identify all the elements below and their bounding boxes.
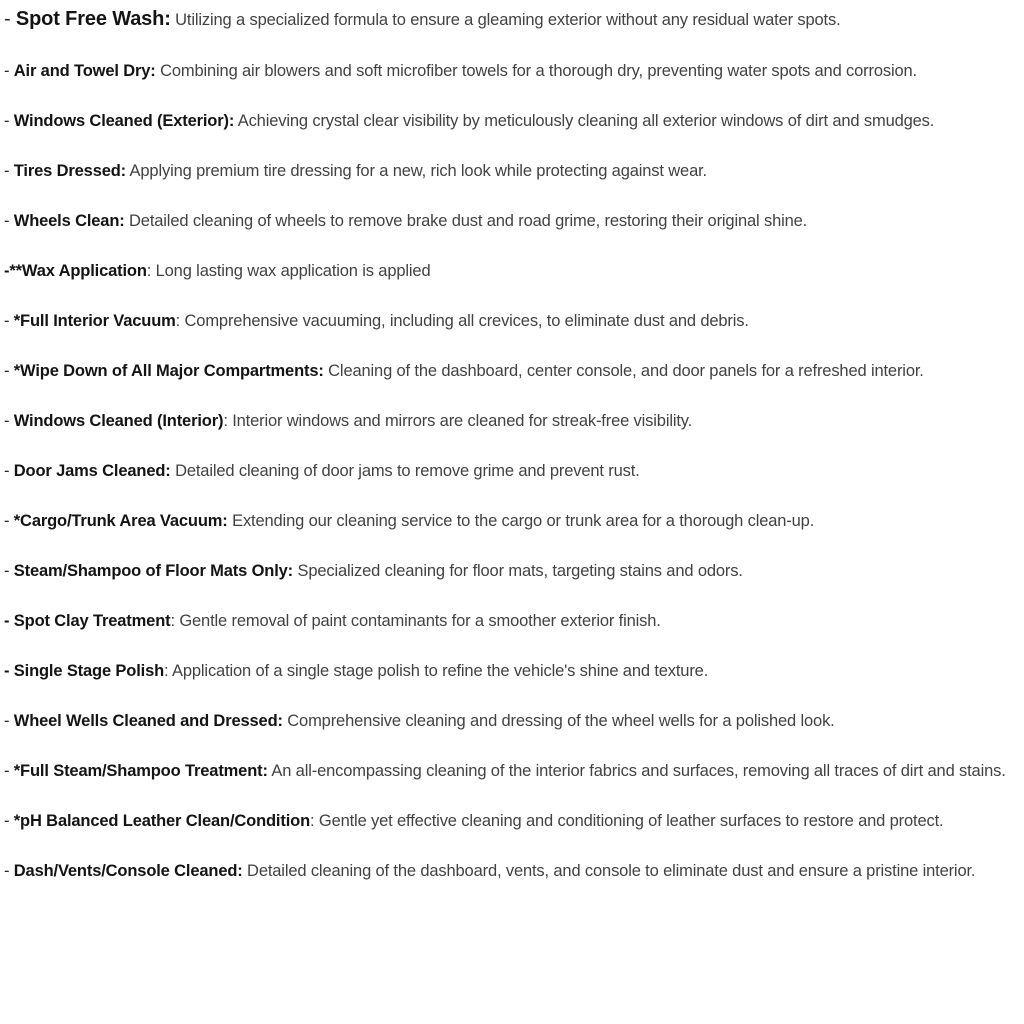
service-description: Achieving crystal clear visibility by meticulously cleaning all exterior windows of dirt and smudges. [234, 112, 935, 130]
dash-prefix: - [4, 162, 14, 180]
dash-prefix: - [4, 62, 14, 80]
dash-prefix: - [4, 462, 14, 480]
dash-prefix: - [4, 8, 16, 30]
service-label: -**Wax Application [4, 262, 147, 280]
service-description: Detailed cleaning of wheels to remove brake dust and road grime, restoring their original shine. [124, 212, 808, 230]
service-description: Applying premium tire dressing for a new, rich look while protecting against wear. [126, 162, 707, 180]
service-item [4, 660, 1018, 682]
service-item [4, 560, 1018, 582]
service-label: Spot Free Wash: [15, 8, 171, 30]
service-item [4, 210, 1018, 232]
dash-prefix: - [4, 762, 14, 780]
dash-prefix: - [4, 812, 14, 830]
service-label: Wheels Clean: [13, 212, 125, 230]
service-label: Windows Cleaned (Exterior): [13, 112, 235, 130]
dash-prefix: - [4, 112, 14, 130]
service-item [4, 810, 1018, 832]
service-label: Dash/Vents/Console Cleaned: [13, 862, 243, 880]
service-item [4, 260, 1018, 282]
service-label: *Full Steam/Shampoo Treatment: [13, 762, 268, 780]
dash-prefix: - [4, 862, 14, 880]
service-description: : Gentle removal of paint contaminants for a smoother exterior finish. [170, 612, 661, 630]
service-description: : Application of a single stage polish to refine the vehicle's shine and texture. [164, 662, 709, 680]
service-description: Detailed cleaning of the dashboard, vents, and console to eliminate dust and ensure a pristine interior. [242, 862, 976, 880]
dash-prefix: - [4, 212, 14, 230]
service-item [4, 310, 1018, 332]
dash-prefix: - [4, 362, 14, 380]
service-item [4, 460, 1018, 482]
service-label: Wheel Wells Cleaned and Dressed: [13, 712, 283, 730]
service-item [4, 110, 1018, 132]
service-label: - Single Stage Polish [4, 662, 165, 680]
service-description: An all-encompassing cleaning of the interior fabrics and surfaces, removing all traces of dirt and stains. [267, 762, 1006, 780]
service-label: Steam/Shampoo of Floor Mats Only: [13, 562, 294, 580]
service-item [4, 760, 1018, 782]
dash-prefix: - [4, 312, 14, 330]
service-label: *Full Interior Vacuum [13, 312, 176, 330]
service-item [4, 7, 1018, 32]
service-item [4, 410, 1018, 432]
service-label: Door Jams Cleaned: [13, 462, 171, 480]
service-description: : Long lasting wax application is applied [146, 262, 431, 280]
dash-prefix: - [4, 562, 14, 580]
service-label: Tires Dressed: [13, 162, 127, 180]
service-description: Combining air blowers and soft microfiber towels for a thorough dry, preventing water spots and corrosion. [155, 62, 917, 80]
service-item [4, 710, 1018, 732]
service-item [4, 60, 1018, 82]
service-description: Cleaning of the dashboard, center console, and door panels for a refreshed interior. [323, 362, 924, 380]
service-description: Extending our cleaning service to the cargo or trunk area for a thorough clean-up. [227, 512, 815, 530]
service-label: *Wipe Down of All Major Compartments: [13, 362, 324, 380]
service-item [4, 610, 1018, 632]
service-label: - Spot Clay Treatment [4, 612, 171, 630]
service-label: Air and Towel Dry: [13, 62, 156, 80]
dash-prefix: - [4, 412, 14, 430]
service-item [4, 860, 1018, 882]
service-label: *pH Balanced Leather Clean/Condition [13, 812, 311, 830]
dash-prefix: - [4, 512, 14, 530]
service-description: Comprehensive cleaning and dressing of the wheel wells for a polished look. [282, 712, 835, 730]
service-label: *Cargo/Trunk Area Vacuum: [13, 512, 228, 530]
service-item [4, 360, 1018, 382]
service-description: : Interior windows and mirrors are cleaned for streak-free visibility. [223, 412, 693, 430]
service-description: Utilizing a specialized formula to ensure a gleaming exterior without any residual water spots. [170, 11, 841, 29]
service-description: : Gentle yet effective cleaning and conditioning of leather surfaces to restore and protect. [310, 812, 944, 830]
service-item [4, 510, 1018, 532]
dash-prefix: - [4, 712, 14, 730]
service-description: Detailed cleaning of door jams to remove grime and prevent rust. [170, 462, 640, 480]
service-item [4, 160, 1018, 182]
service-description: : Comprehensive vacuuming, including all crevices, to eliminate dust and debris. [175, 312, 749, 330]
service-description: Specialized cleaning for floor mats, targeting stains and odors. [293, 562, 743, 580]
service-label: Windows Cleaned (Interior) [13, 412, 224, 430]
